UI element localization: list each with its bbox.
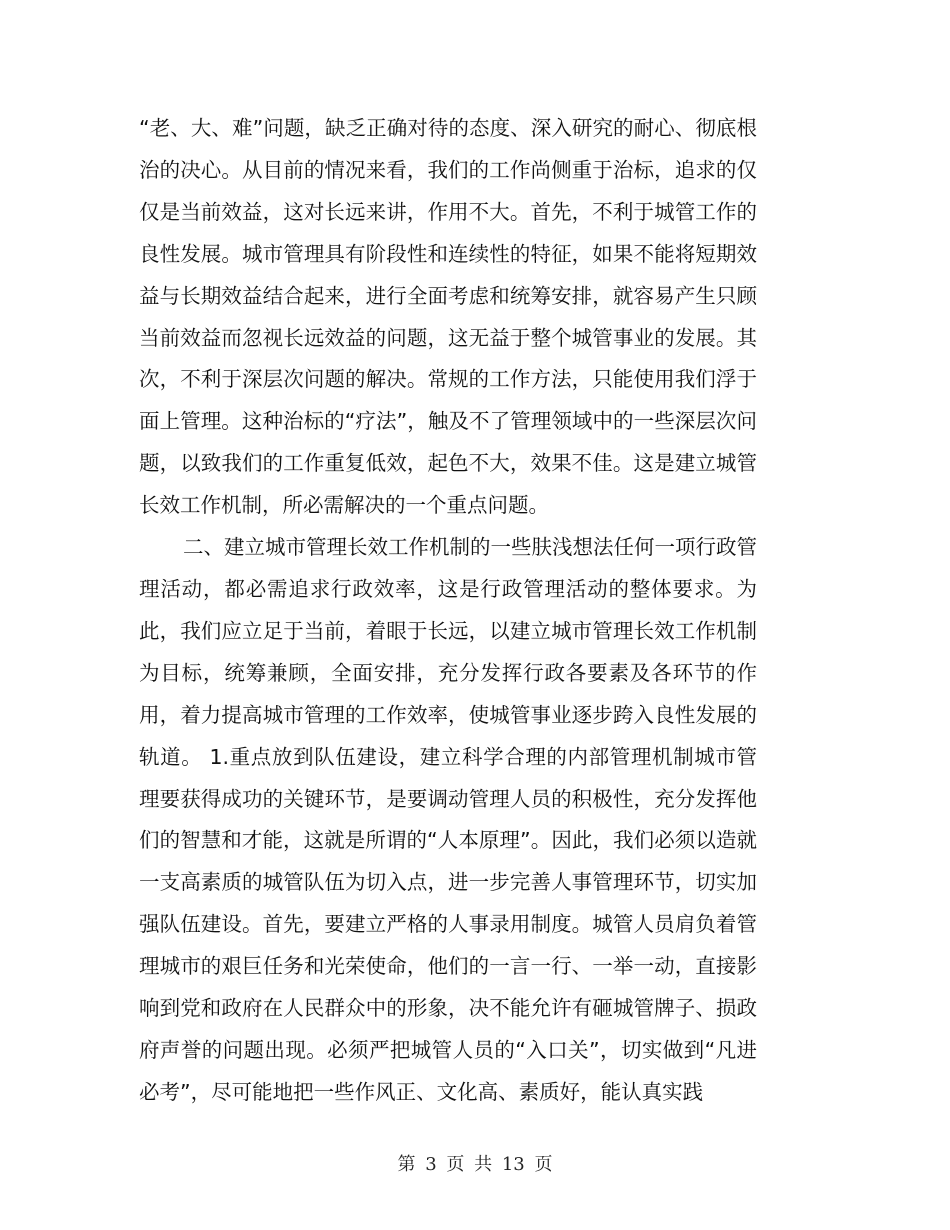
- paragraph-continued: “老、大、难”问题，缺乏正确对待的态度、深入研究的耐心、彻底根治的决心。从目前的情况来看，我们的工作尚侧重于治标，追求的仅仅是当前效益，这对长远来讲，作用不大。首先，不利于城管工作的良性发展。城市管理具有阶段性和连续性的特征，如果不能将短期效益与长期效益结合起来，进行全面考虑和统筹安排，就容易产生只顾当前效益而忽视长远效益的问题，这无益于整个城管事业的发展。其次，不利于深层次问题的解决。常规的工作方法，只能使用我们浮于面上管理。这种治标的“疗法”，触及不了管理领域中的一些深层次问题，以致我们的工作重复低效，起色不大，效果不佳。这是建立城管长效工作机制，所必需解决的一个重点问题。: [139, 116, 757, 518]
- paragraph-section-two: 二、建立城市管理长效工作机制的一些肤浅想法任何一项行政管理活动，都必需追求行政效率，这是行政管理活动的整体要求。为此，我们应立足于当前，着眼于长远，以建立城市管理长效工作机制为目标，统筹兼顾，全面安排，充分发挥行政各要素及各环节的作用，着力提高城市管理的工作效率，使城管事业逐步跨入良性发展的轨道。 1.重点放到队伍建设，建立科学合理的内部管理机制城市管理要获得成功的关键环节，是要调动管理人员的积极性，充分发挥他们的智慧和才能，这就是所谓的“人本原理”。因此，我们必须以造就一支高素质的城管队伍为切入点，进一步完善人事管理环节，切实加强队伍建设。首先，要建立严格的人事录用制度。城管人员肩负着管理城市的艰巨任务和光荣使命，他们的一言一行、一举一动，直接影响到党和政府在人民群众中的形象，决不能允许有砸城管牌子、损政府声誉的问题出现。必须严把城管人员的“入口关”，切实做到“凡进必考”，尽可能地把一些作风正、文化高、素质好，能认真实践: [139, 535, 757, 1104]
- page-number-text: 第 3 页 共 13 页: [397, 1154, 553, 1175]
- page-number-footer: [0, 1150, 950, 1176]
- body-text: [139, 108, 757, 1114]
